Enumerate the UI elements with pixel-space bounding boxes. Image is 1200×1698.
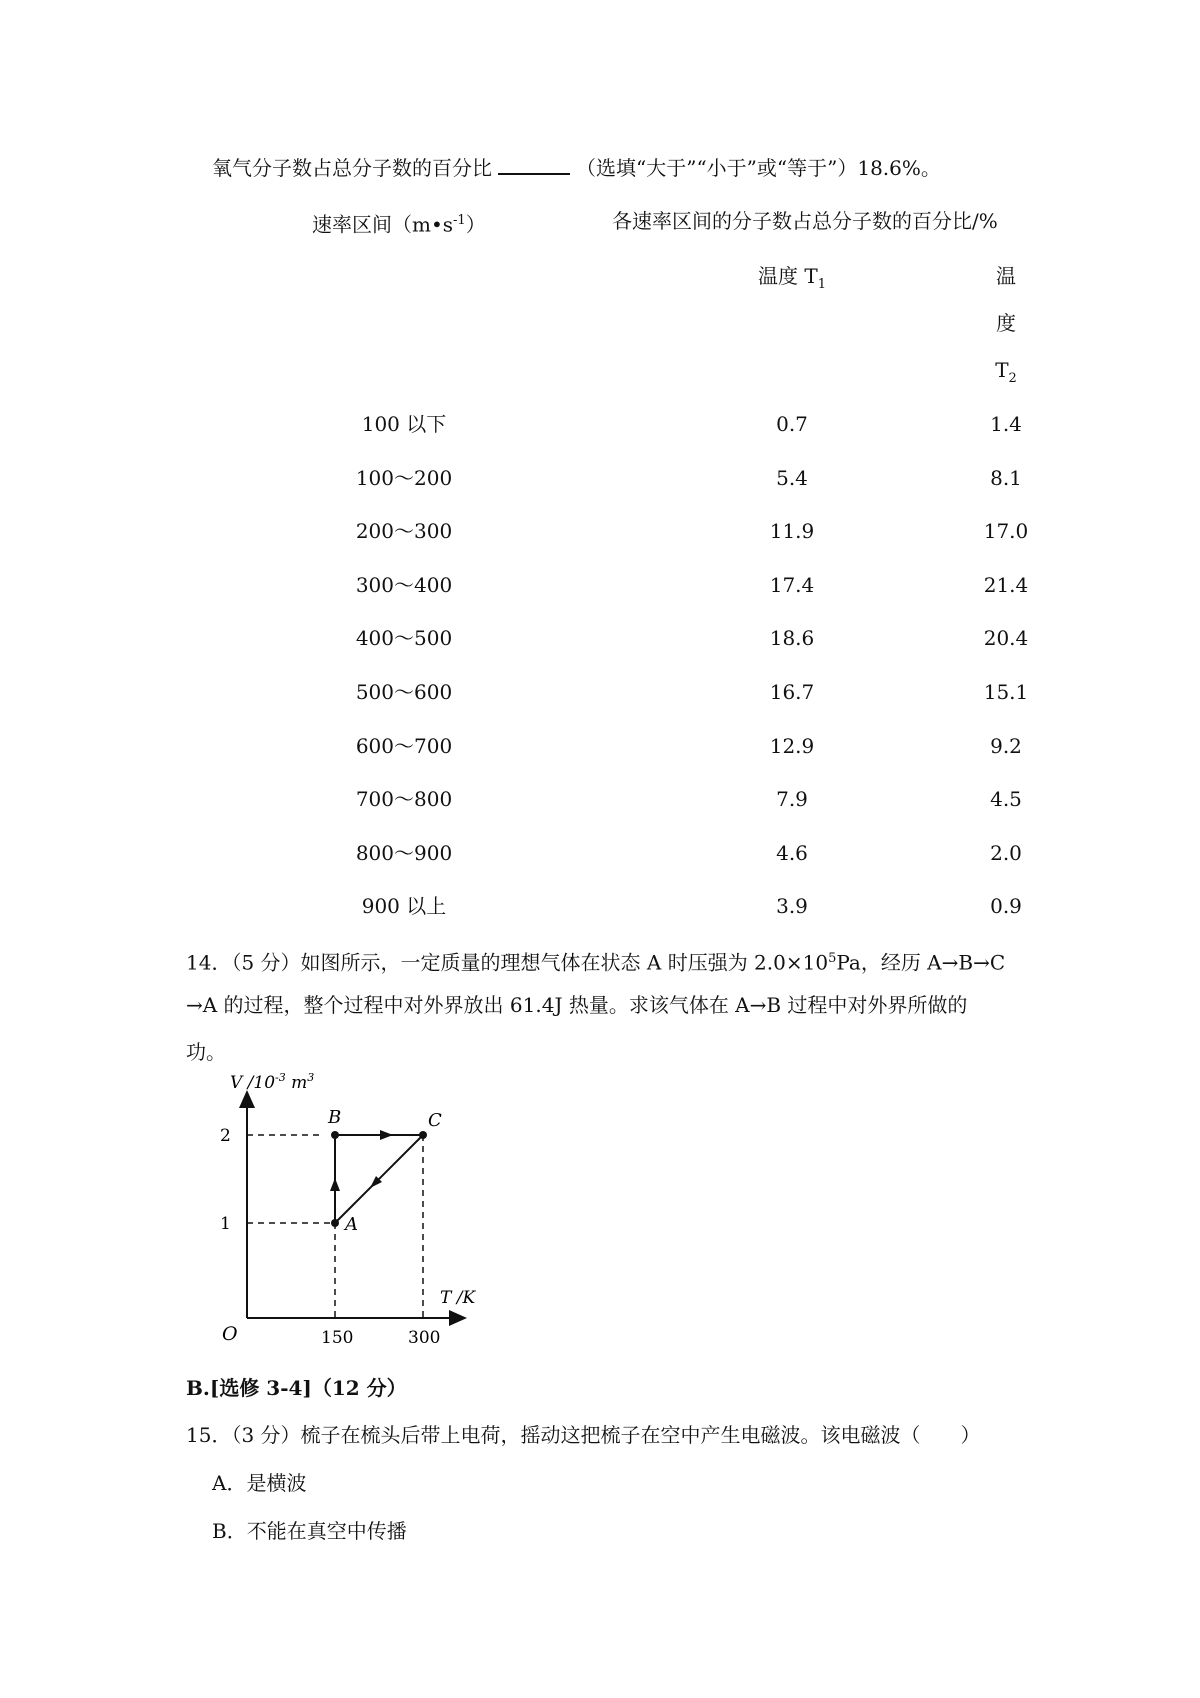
point-c-dot bbox=[419, 1131, 427, 1139]
table-cell-range: 500～600 bbox=[355, 680, 453, 704]
origin-label: O bbox=[222, 1323, 238, 1345]
arrow-a-to-b bbox=[330, 1178, 340, 1191]
table-cell-range: 200～300 bbox=[355, 519, 453, 543]
q14-line2: →A 的过程，整个过程中对外界放出 61.4J 热量。求该气体在 A→B 过程中对外界所做的 bbox=[186, 993, 968, 1017]
t2-label: T bbox=[995, 358, 1009, 382]
y-axis-label bbox=[230, 1071, 314, 1093]
y-tick-1: 1 bbox=[220, 1214, 231, 1234]
table-cell-t2: 20.4 bbox=[983, 626, 1029, 650]
table-header-speed-range bbox=[312, 207, 486, 239]
q14-line1 bbox=[186, 945, 1005, 977]
table-cell-t1: 0.7 bbox=[776, 412, 808, 436]
v-t-graph bbox=[200, 1068, 500, 1368]
point-b-label: B bbox=[328, 1107, 342, 1128]
table-cell-t1: 5.4 bbox=[776, 466, 808, 490]
q13-text-before-blank: 氧气分子数占总分子数的百分比 bbox=[212, 156, 492, 180]
table-header-t2-line3 bbox=[995, 356, 1017, 393]
y-axis-label-exp: -3 bbox=[275, 1071, 286, 1084]
section-b-title: B.[选修 3-4]（12 分） bbox=[186, 1376, 407, 1400]
x-tick-300: 300 bbox=[408, 1328, 441, 1348]
table-cell-t1: 7.9 bbox=[776, 787, 808, 811]
table-cell-t2: 4.5 bbox=[990, 787, 1022, 811]
y-axis-label-unit: m bbox=[285, 1073, 308, 1093]
q14-line1-b: Pa，经历 A→B→C bbox=[836, 950, 1006, 975]
point-a-dot bbox=[331, 1219, 339, 1227]
q13-text-after-blank: （选填“大于”“小于”或“等于”）18.6%。 bbox=[576, 156, 941, 180]
table-header-t2-line2: 度 bbox=[996, 311, 1016, 335]
q15-stem: 15．（3 分）梳子在梳头后带上电荷，摇动这把梳子在空中产生电磁波。该电磁波（ ） bbox=[186, 1423, 981, 1447]
table-cell-t2: 1.4 bbox=[990, 412, 1022, 436]
answer-blank bbox=[498, 153, 570, 175]
table-cell-t2: 9.2 bbox=[990, 734, 1022, 758]
table-cell-t1: 17.4 bbox=[769, 573, 815, 597]
point-c-label: C bbox=[428, 1110, 442, 1131]
table-cell-t2: 0.9 bbox=[990, 894, 1022, 918]
q15-option-b: B．不能在真空中传播 bbox=[212, 1519, 407, 1543]
y-axis-label-main: V /10 bbox=[230, 1073, 276, 1093]
point-b-dot bbox=[331, 1131, 339, 1139]
table-cell-range: 900 以上 bbox=[361, 894, 447, 918]
table-cell-t2: 21.4 bbox=[983, 573, 1029, 597]
table-cell-range: 400～500 bbox=[355, 626, 453, 650]
table-cell-t1: 3.9 bbox=[776, 894, 808, 918]
table-cell-range: 800～900 bbox=[355, 841, 453, 865]
q15-option-a: A．是横波 bbox=[212, 1471, 307, 1495]
table-cell-range: 700～800 bbox=[355, 787, 453, 811]
table-cell-t2: 8.1 bbox=[990, 466, 1022, 490]
t2-sub: 2 bbox=[1008, 371, 1017, 386]
y-tick-2: 2 bbox=[220, 1126, 231, 1146]
table-cell-t2: 17.0 bbox=[983, 519, 1029, 543]
table-cell-t2: 15.1 bbox=[983, 680, 1029, 704]
table-cell-range: 300～400 bbox=[355, 573, 453, 597]
y-axis-label-unit-exp: 3 bbox=[307, 1071, 315, 1084]
point-a-label: A bbox=[345, 1214, 358, 1235]
q14-line3: 功。 bbox=[186, 1040, 226, 1064]
q13-tail-line bbox=[212, 153, 941, 182]
x-tick-150: 150 bbox=[321, 1328, 354, 1348]
arrow-b-to-c bbox=[380, 1130, 393, 1140]
table-cell-range: 100 以下 bbox=[361, 412, 447, 436]
table-cell-t1: 4.6 bbox=[776, 841, 808, 865]
table-cell-range: 100～200 bbox=[355, 466, 453, 490]
table-header-t1 bbox=[758, 262, 826, 299]
table-cell-t1: 12.9 bbox=[769, 734, 815, 758]
speed-range-header-sup: -1 bbox=[453, 213, 466, 228]
speed-range-header-close: ） bbox=[465, 212, 486, 237]
x-axis-label: T /K bbox=[440, 1288, 476, 1308]
speed-range-header-text: 速率区间（m•s bbox=[312, 212, 454, 237]
table-cell-t2: 2.0 bbox=[990, 841, 1022, 865]
table-cell-t1: 18.6 bbox=[769, 626, 815, 650]
table-cell-t1: 16.7 bbox=[769, 680, 815, 704]
q14-exponent: 5 bbox=[828, 951, 837, 966]
table-header-t2-line1: 温 bbox=[996, 264, 1016, 288]
table-header-percentage: 各速率区间的分子数占总分子数的百分比/% bbox=[612, 209, 998, 233]
q14-line1-a: 14．（5 分）如图所示，一定质量的理想气体在状态 A 时压强为 2.0×10 bbox=[186, 950, 829, 975]
table-cell-t1: 11.9 bbox=[769, 519, 815, 543]
t1-sub: 1 bbox=[817, 277, 826, 292]
table-cell-range: 600～700 bbox=[355, 734, 453, 758]
t1-label: 温度 T bbox=[758, 264, 818, 288]
